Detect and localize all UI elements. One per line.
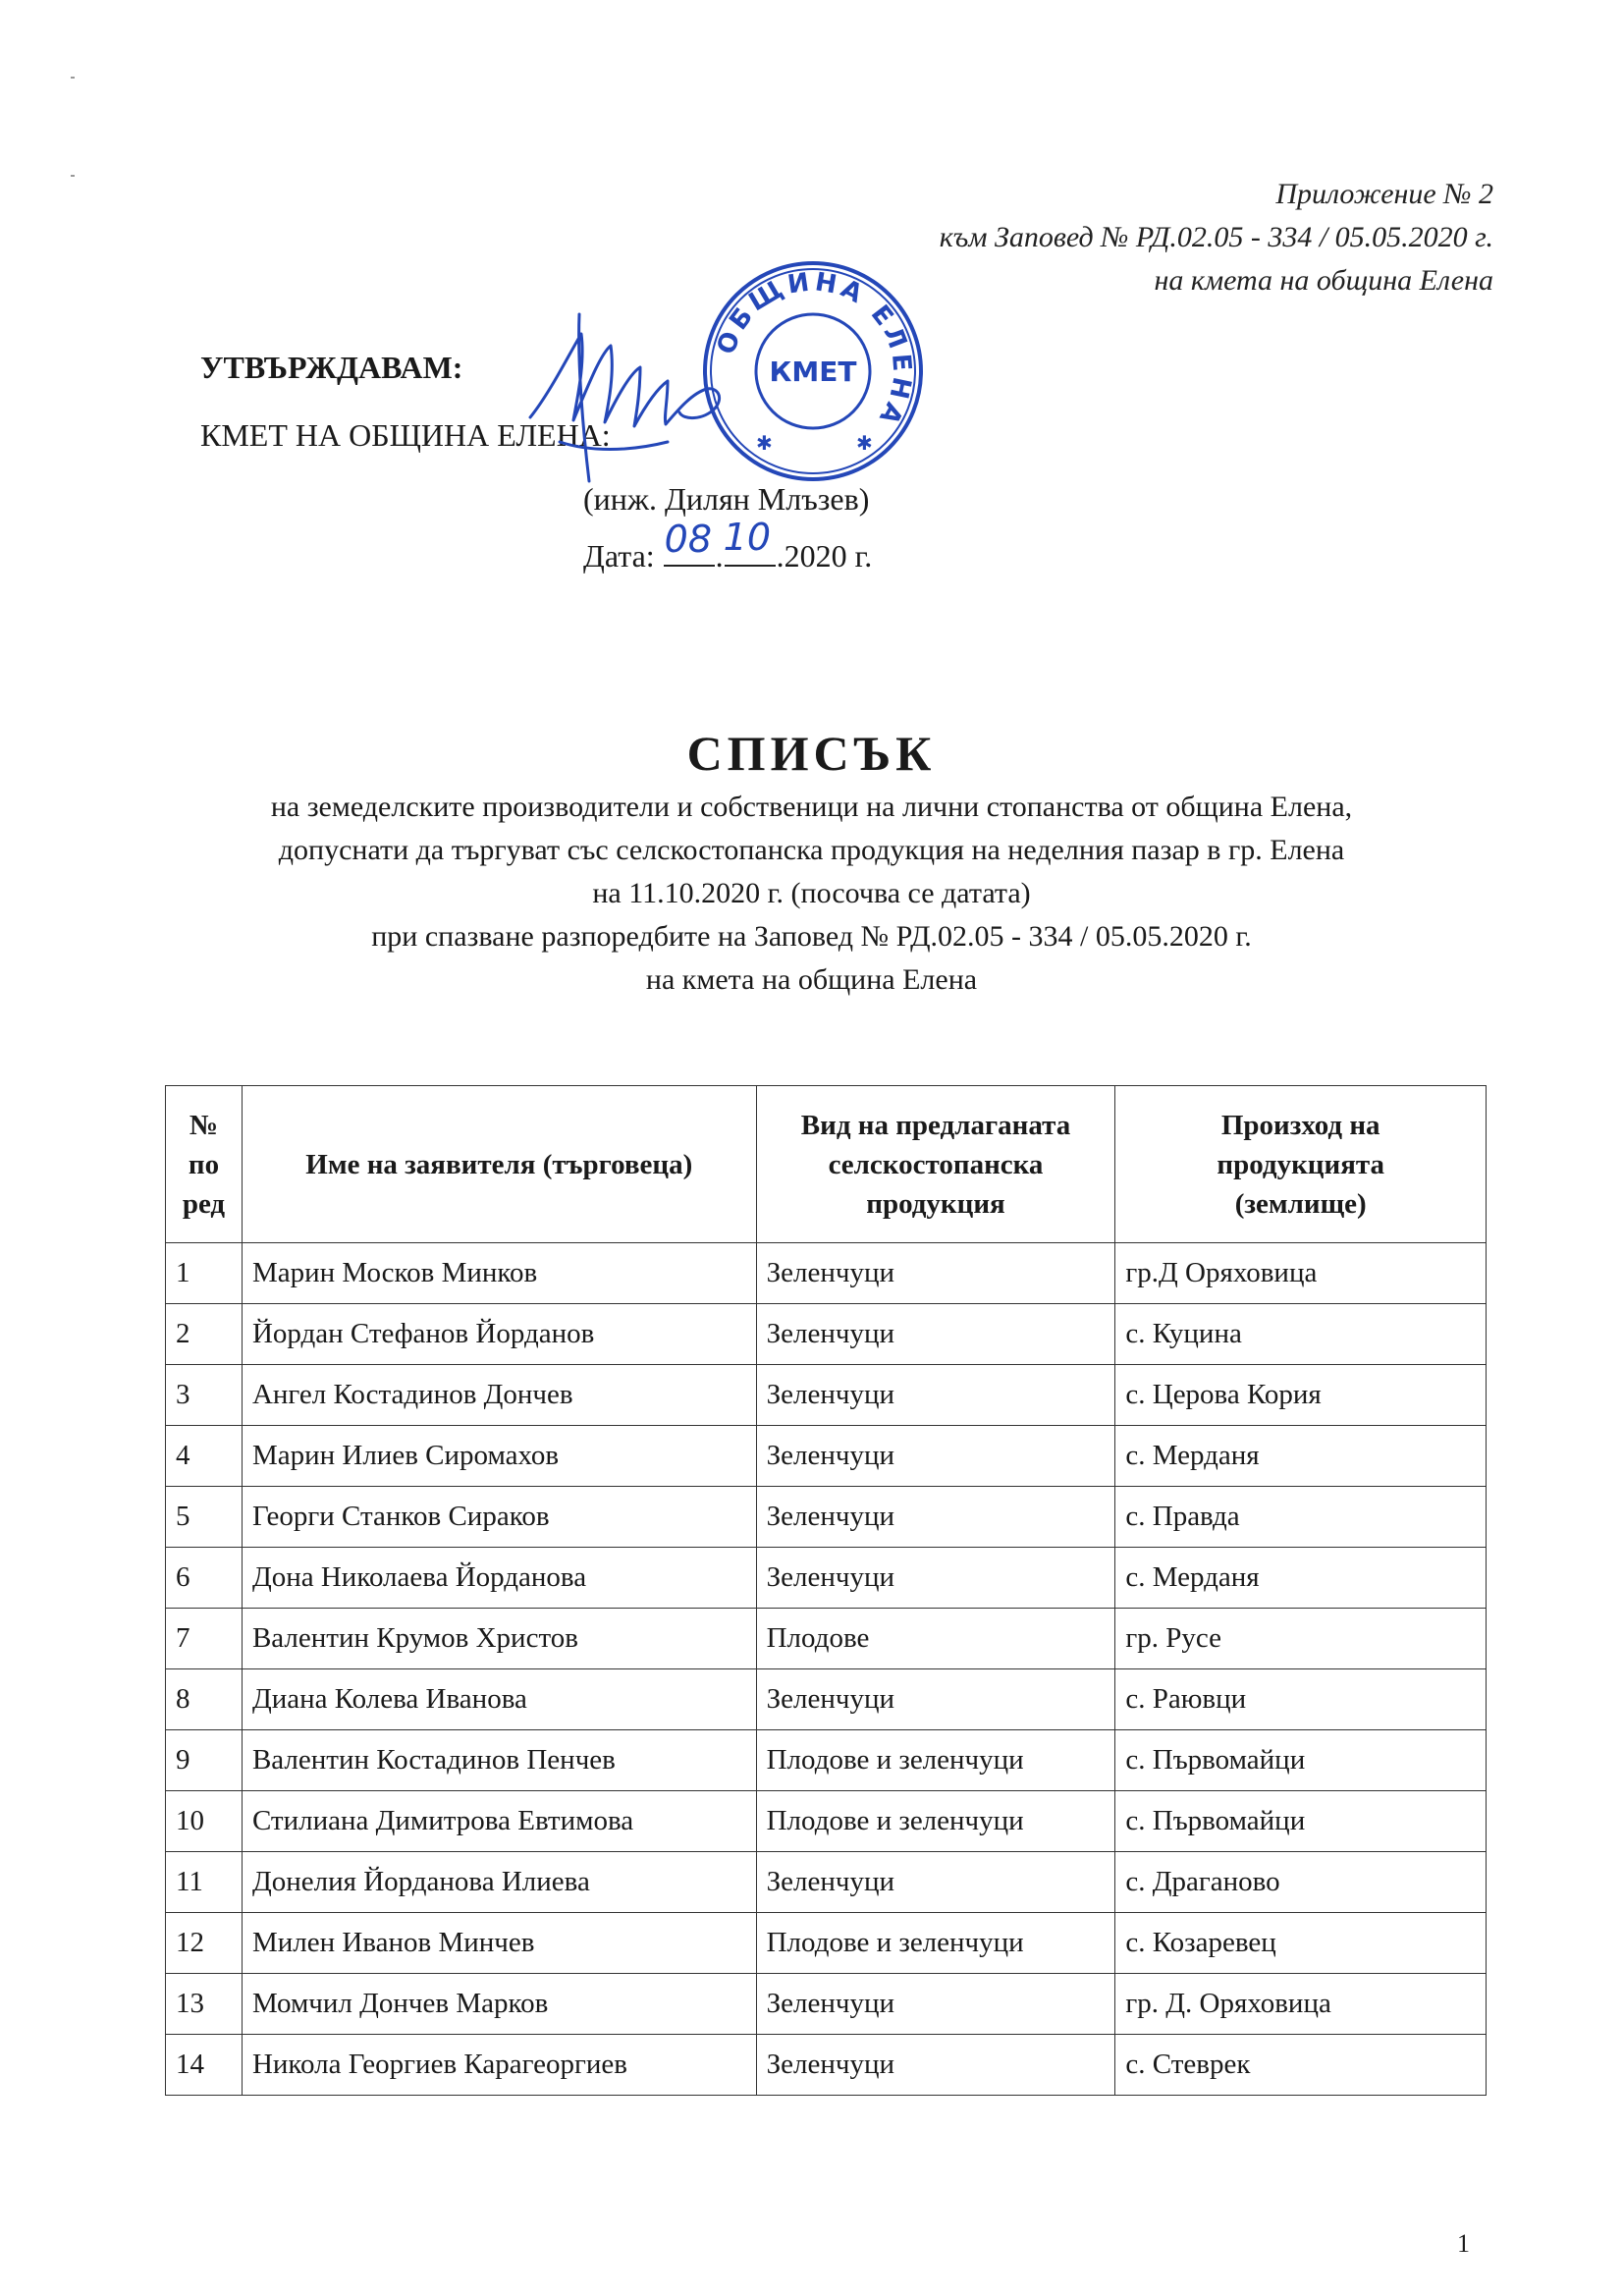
table-row xyxy=(166,1304,1487,1365)
row-product: Плодове и зеленчуци xyxy=(756,1730,1115,1791)
row-num: 5 xyxy=(166,1487,243,1548)
row-product: Зеленчуци xyxy=(756,1304,1115,1365)
date-month-field xyxy=(723,516,777,574)
row-name: Георги Станков Сираков xyxy=(242,1487,756,1548)
row-product: Зеленчуци xyxy=(756,2035,1115,2096)
scan-speck xyxy=(71,77,75,79)
row-num: 3 xyxy=(166,1365,243,1426)
row-name: Никола Георгиев Карагеоргиев xyxy=(242,2035,756,2096)
table-row xyxy=(166,2035,1487,2096)
row-origin: с. Мерданя xyxy=(1115,1548,1487,1609)
page-number: 1 xyxy=(1457,2229,1470,2258)
header-origin-line: продукцията xyxy=(1217,1148,1384,1180)
row-product: Плодове и зеленчуци xyxy=(756,1791,1115,1852)
header-origin-line: (землище) xyxy=(1234,1187,1367,1220)
table-row xyxy=(166,1974,1487,2035)
row-origin: гр.Д Оряховица xyxy=(1115,1243,1487,1304)
row-num: 6 xyxy=(166,1548,243,1609)
row-num: 12 xyxy=(166,1913,243,1974)
row-origin: гр. Д. Оряховица xyxy=(1115,1974,1487,2035)
subtitle-line: при спазване разпоредбите на Заповед № РД.02.05 - 334 / 05.05.2020 г. xyxy=(371,920,1252,953)
row-name: Марин Илиев Сиромахов xyxy=(242,1426,756,1487)
table-row xyxy=(166,1243,1487,1304)
table-row xyxy=(166,1913,1487,1974)
row-name: Ангел Костадинов Дончев xyxy=(242,1365,756,1426)
table-row xyxy=(166,1548,1487,1609)
table-row xyxy=(166,1669,1487,1730)
row-origin: с. Правда xyxy=(1115,1487,1487,1548)
official-stamp-icon xyxy=(699,257,927,485)
annex-line-3: на кмета на община Елена xyxy=(1154,264,1493,297)
table-header-row xyxy=(166,1086,1487,1243)
header-product xyxy=(756,1086,1115,1243)
header-name: Име на заявителя (търговеца) xyxy=(242,1086,756,1243)
row-name: Диана Колева Иванова xyxy=(242,1669,756,1730)
subtitle-line: на кмета на община Елена xyxy=(645,963,978,996)
row-name: Валентин Крумов Христов xyxy=(242,1609,756,1669)
row-name: Дона Николаева Йорданова xyxy=(242,1548,756,1609)
table-row xyxy=(166,1609,1487,1669)
row-num: 7 xyxy=(166,1609,243,1669)
approval-name: (инж. Дилян Млъзев) xyxy=(583,481,870,517)
document-title: СПИСЪК xyxy=(686,726,937,781)
subtitle-line: на 11.10.2020 г. (посочва се датата) xyxy=(592,877,1031,909)
header-num xyxy=(166,1086,243,1243)
header-product-line: продукция xyxy=(866,1187,1005,1220)
row-name: Донелия Йорданова Илиева xyxy=(242,1852,756,1913)
table-row xyxy=(166,1852,1487,1913)
stamp-center-text: КМЕТ xyxy=(769,355,857,388)
date-month-handwritten: 10 xyxy=(723,516,772,559)
row-num: 13 xyxy=(166,1974,243,2035)
header-product-line: Вид на предлаганата xyxy=(800,1109,1071,1141)
row-origin: с. Церова Кория xyxy=(1115,1365,1487,1426)
row-product: Зеленчуци xyxy=(756,1548,1115,1609)
table-row xyxy=(166,1791,1487,1852)
row-origin: с. Стеврек xyxy=(1115,2035,1487,2096)
row-num: 9 xyxy=(166,1730,243,1791)
subtitle-line: допуснати да търгуват със селскостопанска продукция на неделния пазар в гр. Елена xyxy=(278,834,1345,866)
table-row xyxy=(166,1365,1487,1426)
row-origin: с. Първомайци xyxy=(1115,1791,1487,1852)
row-product: Зеленчуци xyxy=(756,1365,1115,1426)
row-product: Зеленчуци xyxy=(756,1852,1115,1913)
row-product: Зеленчуци xyxy=(756,1487,1115,1548)
traders-table xyxy=(165,1085,1487,2096)
date-separator: . xyxy=(715,538,724,574)
date-day-handwritten: 08 xyxy=(664,518,713,561)
row-name: Момчил Дончев Марков xyxy=(242,1974,756,2035)
row-product: Зеленчуци xyxy=(756,1669,1115,1730)
table-row xyxy=(166,1730,1487,1791)
row-product: Зеленчуци xyxy=(756,1243,1115,1304)
header-num-line: по xyxy=(188,1148,220,1180)
row-num: 14 xyxy=(166,2035,243,2096)
row-name: Валентин Костадинов Пенчев xyxy=(242,1730,756,1791)
row-origin: с. Куцина xyxy=(1115,1304,1487,1365)
approval-role: КМЕТ НА ОБЩИНА ЕЛЕНА: xyxy=(200,417,611,453)
header-product-line: селскостопанска xyxy=(828,1148,1044,1180)
annex-line-2: към Заповед № РД.02.05 - 334 / 05.05.2020 г. xyxy=(939,221,1493,253)
stamp-ring-text: ОБЩИНА ЕЛЕНА xyxy=(711,267,917,433)
row-name: Милен Иванов Минчев xyxy=(242,1913,756,1974)
row-origin: с. Първомайци xyxy=(1115,1730,1487,1791)
row-name: Марин Москов Минков xyxy=(242,1243,756,1304)
header-origin-line: Произход на xyxy=(1220,1109,1380,1141)
row-product: Плодове xyxy=(756,1609,1115,1669)
row-num: 11 xyxy=(166,1852,243,1913)
row-product: Зеленчуци xyxy=(756,1426,1115,1487)
row-num: 2 xyxy=(166,1304,243,1365)
header-num-line: ред xyxy=(182,1187,226,1220)
date-day-field xyxy=(663,518,716,574)
stamp-star-right: ✱ xyxy=(856,431,873,455)
scan-speck xyxy=(71,175,75,177)
row-num: 10 xyxy=(166,1791,243,1852)
table-row xyxy=(166,1487,1487,1548)
row-product: Зеленчуци xyxy=(756,1974,1115,2035)
stamp-star-left: ✱ xyxy=(756,431,773,455)
row-origin: с. Драганово xyxy=(1115,1852,1487,1913)
date-label: Дата: xyxy=(583,538,655,574)
row-num: 8 xyxy=(166,1669,243,1730)
subtitle-line: на земеделските производители и собственици на лични стопанства от община Елена, xyxy=(270,791,1353,823)
approval-title: УТВЪРЖДАВАМ: xyxy=(200,350,463,385)
row-name: Стилиана Димитрова Евтимова xyxy=(242,1791,756,1852)
row-num: 4 xyxy=(166,1426,243,1487)
row-product: Плодове и зеленчуци xyxy=(756,1913,1115,1974)
annex-reference xyxy=(940,173,1493,302)
header-origin xyxy=(1115,1086,1487,1243)
row-origin: с. Раювци xyxy=(1115,1669,1487,1730)
approval-date xyxy=(583,516,873,574)
row-name: Йордан Стефанов Йорданов xyxy=(242,1304,756,1365)
row-origin: гр. Русе xyxy=(1115,1609,1487,1669)
row-num: 1 xyxy=(166,1243,243,1304)
table-row xyxy=(166,1426,1487,1487)
annex-line-1: Приложение № 2 xyxy=(1275,178,1493,210)
header-num-line: № xyxy=(189,1109,219,1141)
date-year: .2020 г. xyxy=(776,538,873,574)
document-subtitle xyxy=(0,786,1623,1002)
row-origin: с. Козаревец xyxy=(1115,1913,1487,1974)
row-origin: с. Мерданя xyxy=(1115,1426,1487,1487)
